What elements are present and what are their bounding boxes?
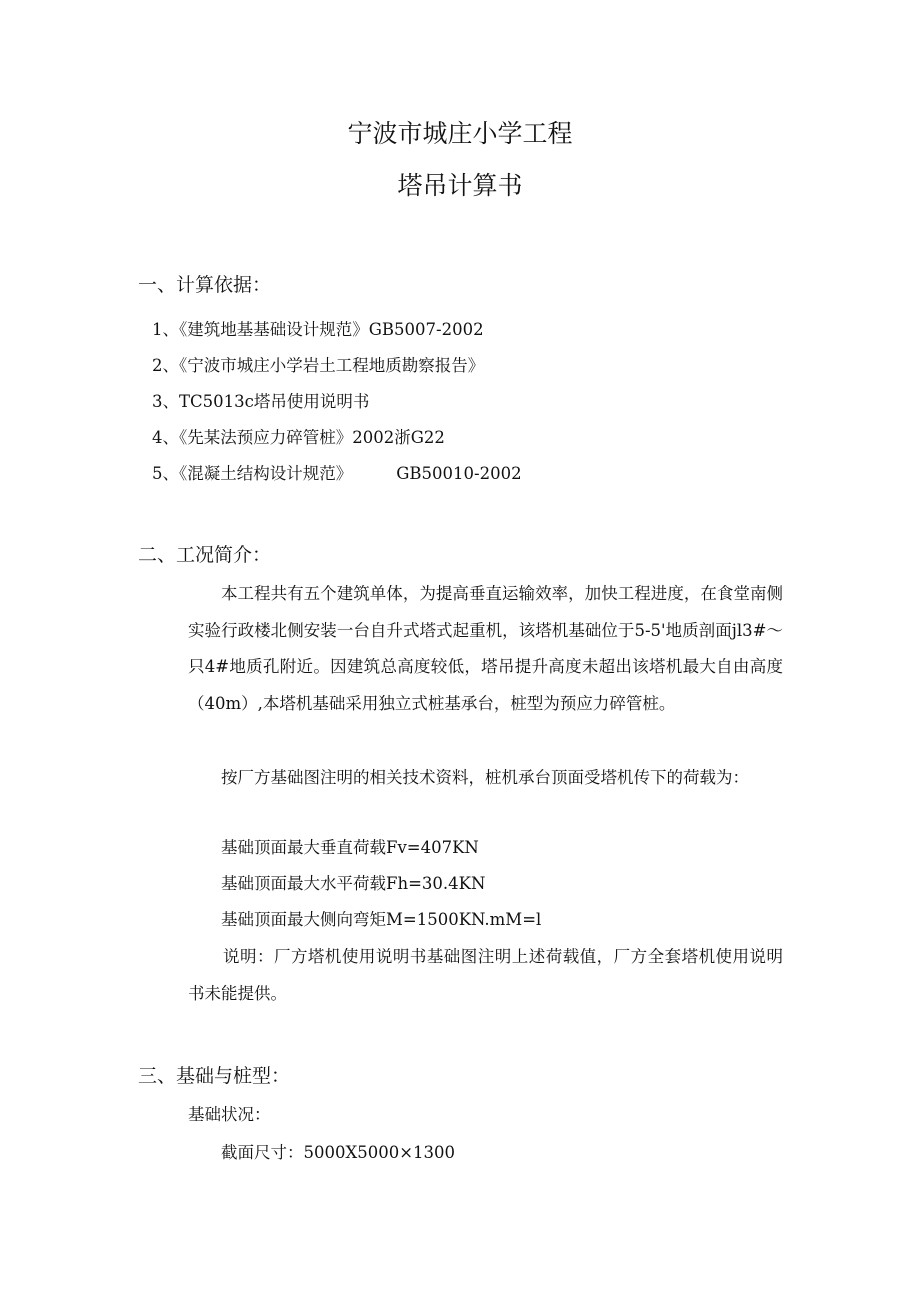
reference-code: GB50010-2002 (396, 464, 522, 483)
project-overview-paragraph: 本工程共有五个建筑单体，为提高垂直运输效率，加快工程进度，在食堂南侧实验行政楼北侧安装一台自升式塔式起重机，该塔机基础位于5-5'地质剖面jl3#～只4#地质孔附近。因建筑总高度较低，塔吊提升高度未超出该塔机最大自由高度（40m）,本塔机基础采用独立式桩基承台，桩型为预应力碎管桩。 (188, 584, 783, 713)
document-title-line1: 宁波市城庄小学工程 (347, 119, 573, 148)
reference-item: 1、《建筑地基基础设计规范》GB5007-2002 (152, 320, 484, 339)
reference-item: 2、《宁波市城庄小学岩土工程地质勘察报告》 (152, 356, 485, 375)
reference-item (152, 462, 522, 486)
section2-heading: 二、工况简介： (138, 544, 272, 566)
load-intro-paragraph: 按厂方基础图注明的相关技术资料，桩机承台顶面受塔机传下的荷载为： (221, 768, 749, 787)
note-paragraph: 说明：厂方塔机使用说明书基础图注明上述荷载值，厂方全套塔机使用说明书未能提供。 (188, 947, 783, 1003)
reference-item: 4、《先某法预应力碎管桩》2002浙G22 (152, 428, 445, 447)
foundation-subheading: 基础状况： (188, 1105, 271, 1124)
section3-heading: 三、基础与桩型： (138, 1065, 291, 1087)
document-title-line2: 塔吊计算书 (397, 171, 523, 200)
reference-title: 5、《混凝土结构设计规范》 (152, 464, 353, 483)
section1-heading: 一、计算依据： (138, 274, 272, 296)
load-horizontal: 基础顶面最大水平荷载Fh=30.4KN (221, 874, 486, 893)
reference-item: 3、TC5013c塔吊使用说明书 (152, 392, 370, 411)
load-moment: 基础顶面最大侧向弯矩M=1500KN.mM=l (221, 910, 542, 929)
load-vertical: 基础顶面最大垂直荷载Fv=407KN (221, 838, 479, 857)
section-dimension: 截面尺寸：5000X5000×1300 (221, 1143, 456, 1162)
